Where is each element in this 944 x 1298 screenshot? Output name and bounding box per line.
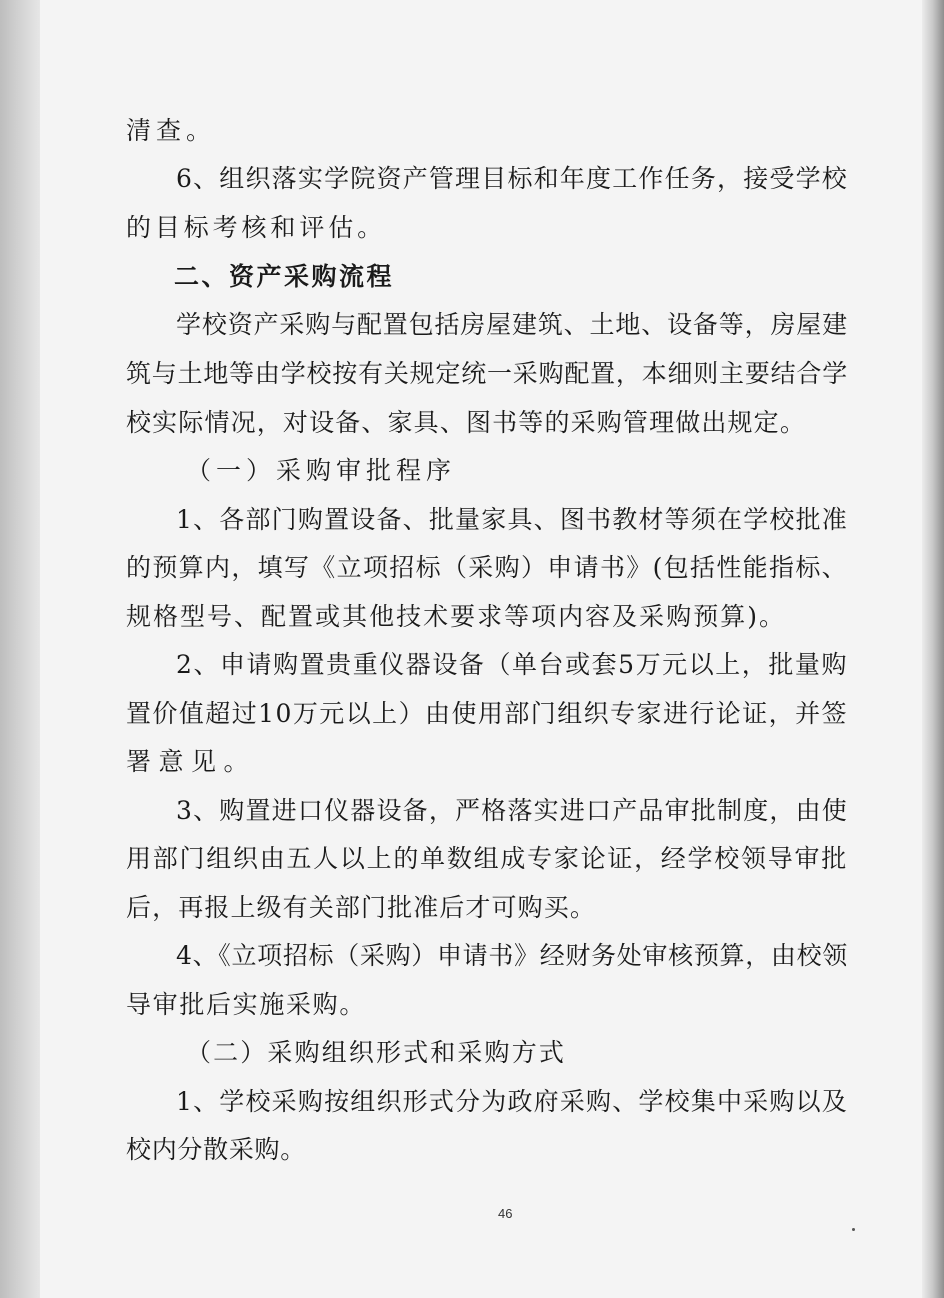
- text-line: 2、申请购置贵重仪器设备（单台或套5万元以上，批量购: [176, 650, 848, 679]
- text-line: 规格型号、配置或其他技术要求等项内容及采购预算)。: [126, 602, 786, 631]
- text-line: 导审批后实施采购。: [126, 990, 366, 1019]
- scan-right-edge: [922, 0, 944, 1298]
- text-line: 4、《立项招标（采购）申请书》经财务处审核预算，由校领: [176, 941, 848, 970]
- text-line: 1、各部门购置设备、批量家具、图书教材等须在学校批准: [176, 505, 848, 534]
- page-number: 46: [498, 1206, 513, 1221]
- text-line: 1、学校采购按组织形式分为政府采购、学校集中采购以及: [176, 1087, 848, 1116]
- document-page: [40, 0, 922, 1298]
- text-line: 筑与土地等由学校按有关规定统一采购配置，本细则主要结合学: [126, 359, 848, 388]
- text-line: 置价值超过10万元以上）由使用部门组织专家进行论证，并签: [126, 699, 848, 728]
- text-line: 署意见。: [126, 747, 256, 776]
- subsection-heading: （一）采购审批程序: [186, 456, 456, 485]
- text-line: 的目标考核和评估。: [126, 213, 386, 242]
- text-line: 3、购置进口仪器设备，严格落实进口产品审批制度，由使: [176, 796, 848, 825]
- text-line: 校内分散采购。: [126, 1135, 306, 1164]
- text-line: 校实际情况，对设备、家具、图书等的采购管理做出规定。: [126, 408, 806, 437]
- section-heading: 二、资产采购流程: [174, 262, 394, 291]
- subsection-heading: （二）采购组织形式和采购方式: [186, 1038, 566, 1067]
- scan-left-edge: [0, 0, 40, 1298]
- text-line: 6、组织落实学院资产管理目标和年度工作任务，接受学校: [176, 164, 848, 193]
- text-line: 清查。: [126, 116, 216, 145]
- text-line: 后，再报上级有关部门批准后才可购买。: [126, 893, 596, 922]
- text-line: 的预算内，填写《立项招标（采购）申请书》(包括性能指标、: [126, 553, 848, 582]
- scan-speck: [852, 1228, 855, 1231]
- text-line: 用部门组织由五人以上的单数组成专家论证，经学校领导审批: [126, 844, 848, 873]
- text-line: 学校资产采购与配置包括房屋建筑、土地、设备等，房屋建: [176, 310, 848, 339]
